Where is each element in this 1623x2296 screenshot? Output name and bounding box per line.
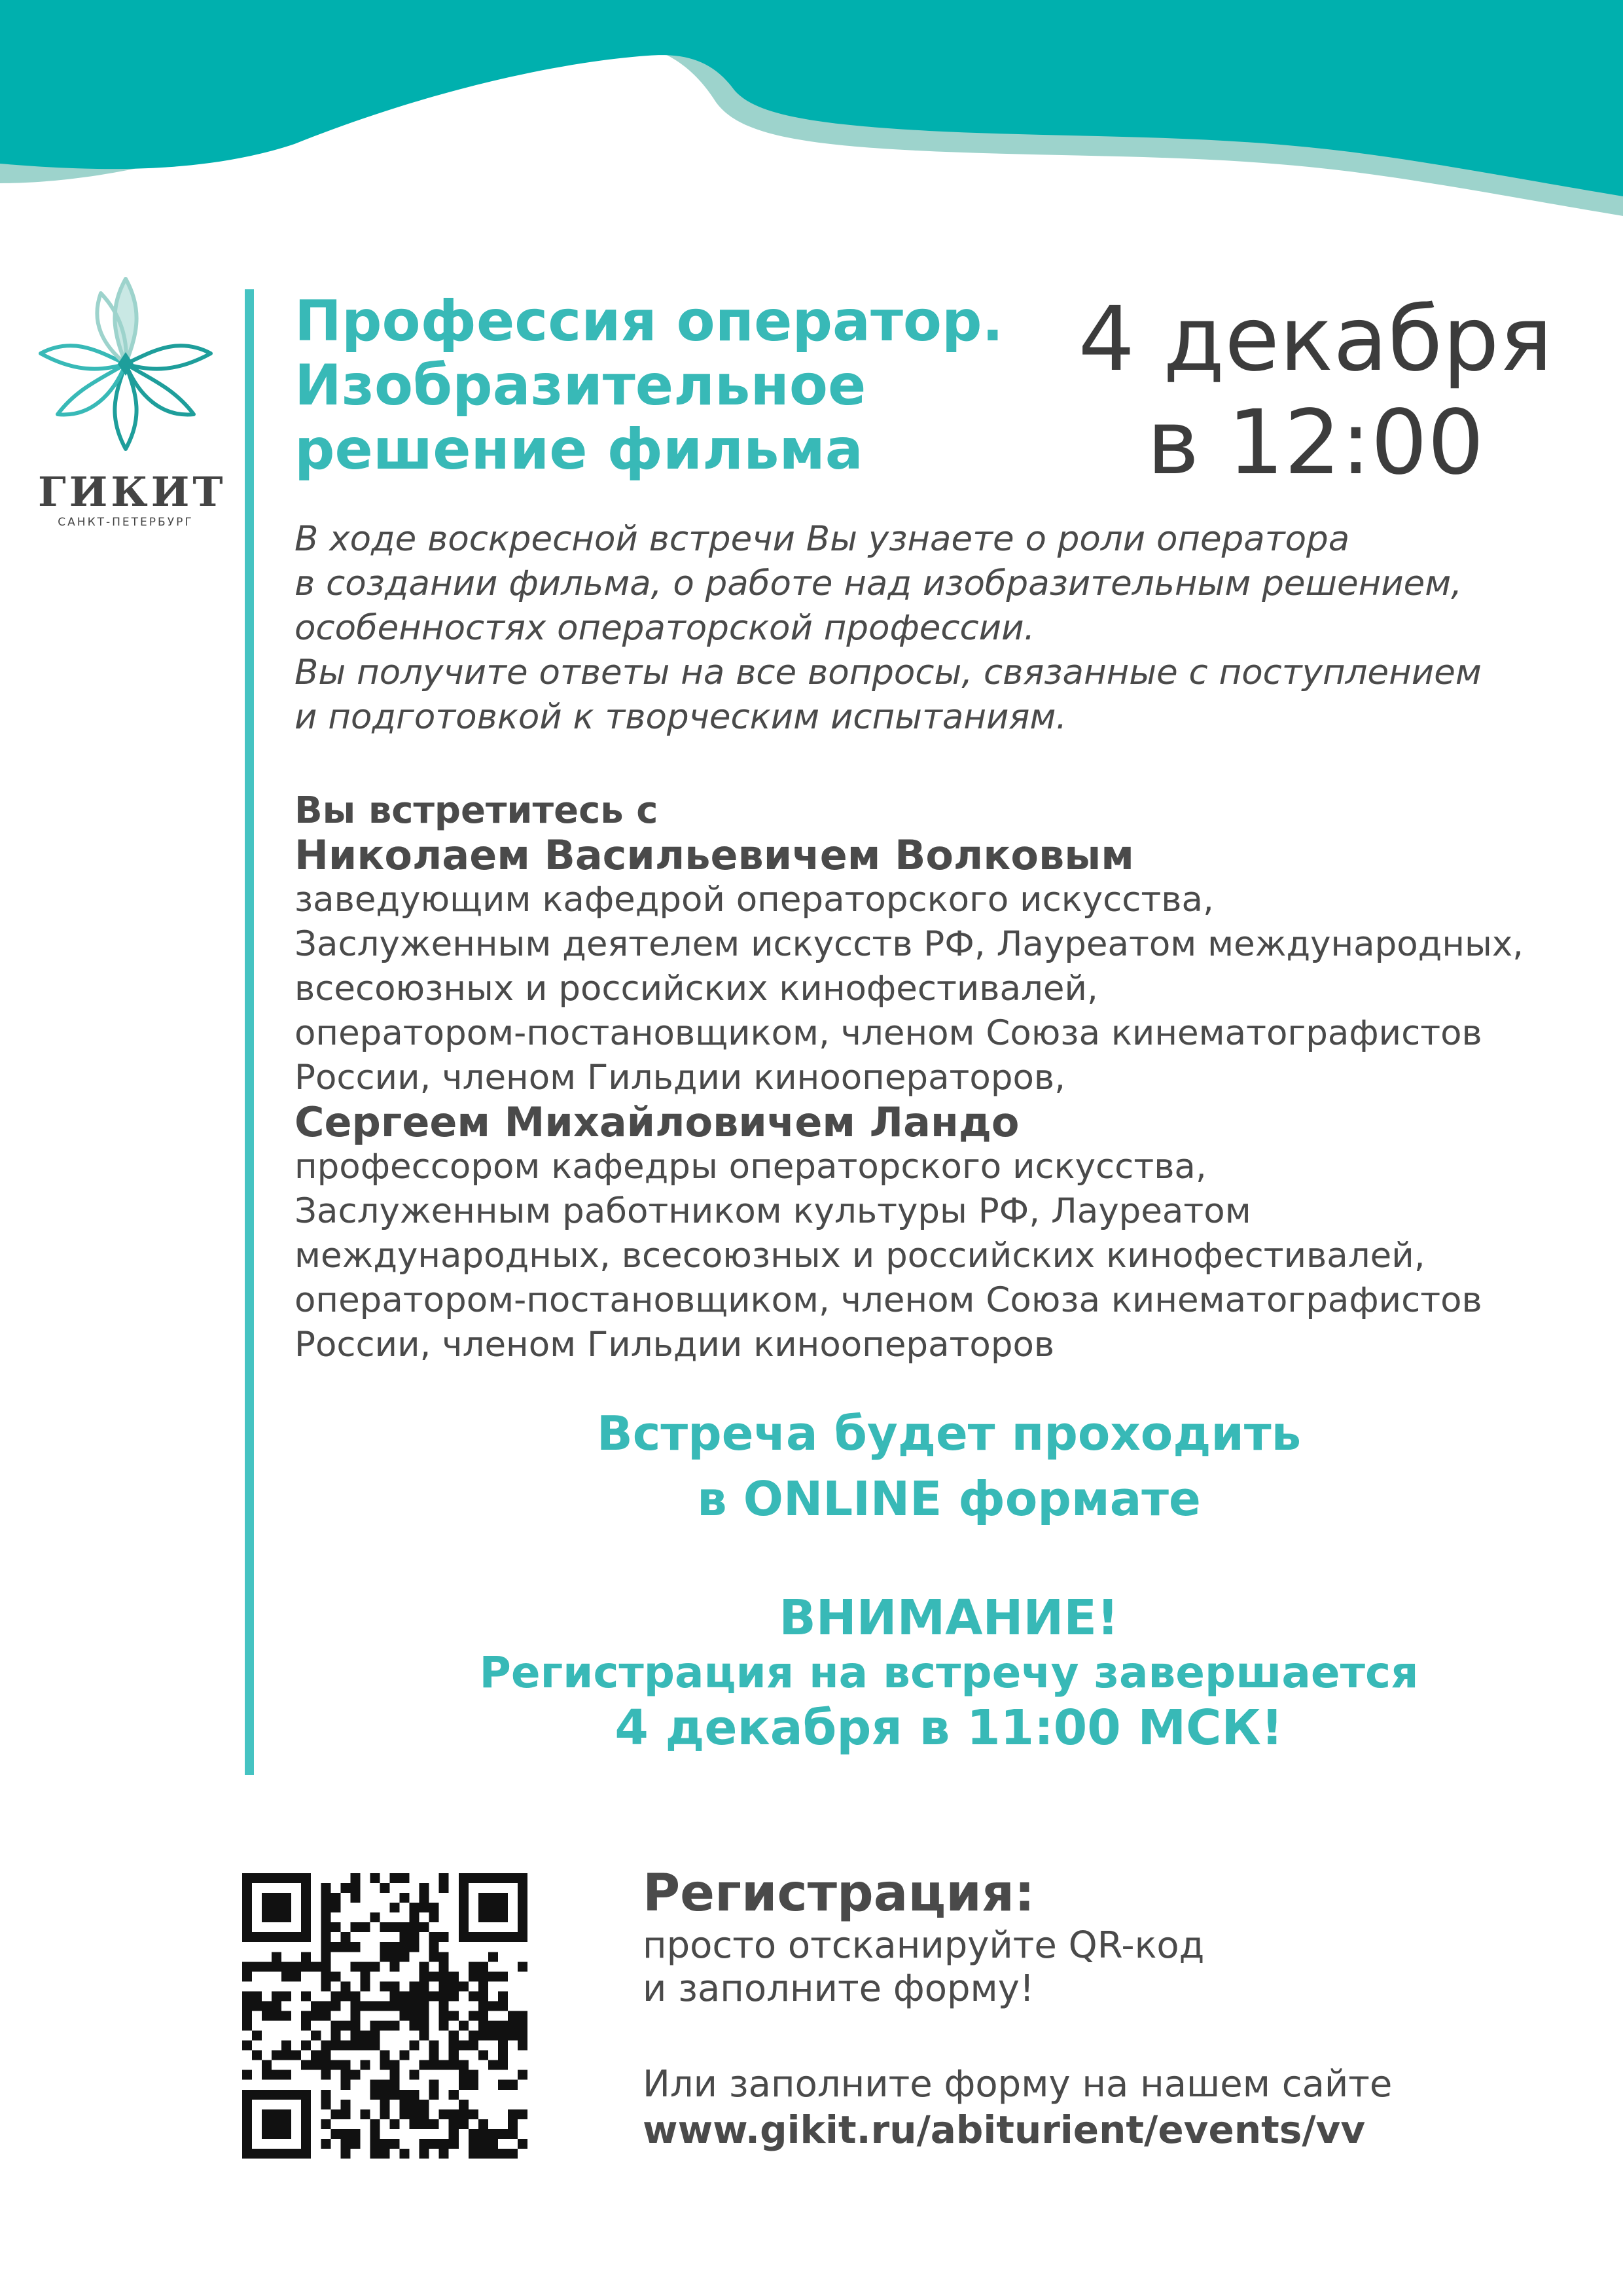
format-line-1: Встреча будет проходить [596,1406,1302,1461]
event-datetime [1021,288,1610,495]
intro-line-4: Вы получите ответы на все вопросы, связанные с поступлением [294,653,1482,692]
attention-block [294,1590,1603,1755]
title-line-3: решение фильма [294,417,863,482]
format-line-2: в ONLINE формате [697,1471,1201,1526]
event-title [294,289,1080,482]
speaker-desc-2-line-1: профессором кафедры операторского искусства, [294,1147,1207,1187]
online-format-note [294,1401,1603,1532]
registration-url-link[interactable]: www.gikit.ru/abiturient/events/vv [643,2108,1366,2152]
speaker-desc-1-line-1: заведующим кафедрой операторского искусства, [294,880,1214,920]
title-line-1: Профессия оператор. [294,289,1004,354]
title-line-2: Изобразительное [294,353,866,418]
speaker-name-1: Николаем Васильевичем Волковым [294,831,1134,879]
event-date: 4 декабря [1078,288,1553,391]
intro-line-1-rest: о роли оператора [1014,519,1350,559]
intro-paragraph [294,517,1603,740]
registration-instructions [643,1924,1559,2011]
attention-line-1: Регистрация на встречу завершается [479,1647,1419,1698]
event-time: в 12:00 [1147,391,1484,495]
speaker-desc-2-line-2: Заслуженным работником культуры РФ, Лауреатом [294,1191,1251,1231]
logo-name: ГИКИТ [38,468,226,516]
speakers-section [294,789,1603,1367]
speaker-desc-1-line-5: России, членом Гильдии кинооператоров, [294,1058,1066,1098]
speaker-name-2: Сергеем Михайловичем Ландо [294,1098,1020,1146]
registration-line-2: и заполните форму! [643,1967,1035,2010]
speaker-desc-2-line-4: оператором-постановщиком, членом Союза кинематографистов [294,1280,1482,1320]
intro-lead: В ходе воскресной встречи Вы узнаете [294,519,1014,559]
speaker-desc-2-line-3: международных, всесоюзных и российских кинофестивалей, [294,1236,1425,1276]
attention-heading: ВНИМАНИЕ! [779,1590,1119,1646]
registration-title: Регистрация: [643,1864,1035,1923]
registration-line-1: просто отсканируйте QR-код [643,1924,1205,1967]
header-wave-decoration [0,0,1623,216]
intro-line-3: особенностях операторской профессии. [294,608,1035,648]
logo-subtitle: САНКТ-ПЕТЕРБУРГ [58,516,194,529]
speaker-desc-1-line-2: Заслуженным деятелем искусств РФ, Лауреатом международных, [294,924,1524,964]
intro-line-2: в создании фильма, о работе над изобразительным решением, [294,564,1463,603]
intro-line-1 [294,517,1603,562]
speaker-desc-2-line-5: России, членом Гильдии кинооператоров [294,1325,1055,1365]
speaker-desc-1-line-3: всесоюзных и российских кинофестивалей, [294,969,1098,1009]
registration-alt-line: Или заполните форму на нашем сайте [643,2063,1393,2106]
speakers-lead: Вы встретитесь с [294,789,658,832]
attention-line-2: 4 декабря в 11:00 МСК! [615,1700,1283,1756]
flower-logo-icon [38,274,213,454]
vertical-accent-bar [245,289,254,1775]
intro-line-5: и подготовкой к творческим испытаниям. [294,697,1067,737]
qr-code-icon[interactable] [242,1873,527,2159]
speaker-desc-1-line-4: оператором-постановщиком, членом Союза кинематографистов [294,1013,1482,1053]
